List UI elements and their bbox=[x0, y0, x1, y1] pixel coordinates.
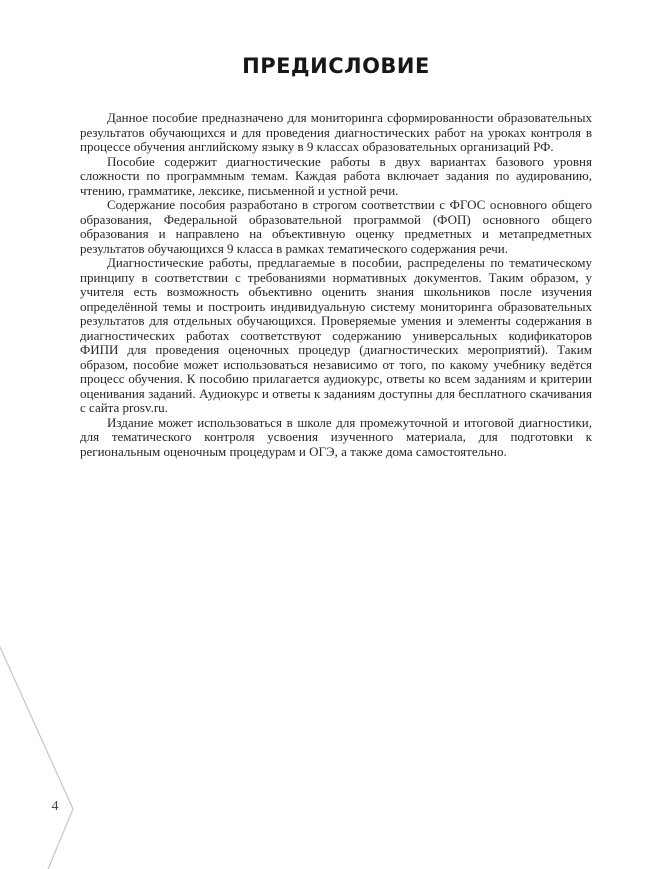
page-title: ПРЕДИСЛОВИЕ bbox=[242, 54, 430, 78]
paragraph: Издание может использоваться в школе для промежуточной и итоговой диагностики, для тематического контроля усвоения изученного материала, для подготовки к региональным оценочным процедурам и ОГЭ, а также дома самостоятельно. bbox=[80, 414, 592, 459]
zigzag-line bbox=[0, 636, 73, 869]
paragraph: Содержание пособия разработано в строгом соответствии с ФГОС основного общего образования, Федеральной образовательной программой (ФОП) основного общего образования и направлено на объективную оценку предметных и метапредметных результатов обучающихся 9 класса в рамках тематического содержания речи. bbox=[80, 197, 592, 256]
paragraph: Данное пособие предназначено для мониторинга сформированности образовательных результатов обучающихся и для проведения диагностических работ на уроках контроля в процессе обучения английскому языку в 9 классах образовательных организаций РФ. bbox=[80, 110, 592, 154]
preface-body bbox=[80, 111, 592, 459]
paragraph: Диагностические работы, предлагаемые в пособии, распределены по тематическому принципу в соответствии с требованиями нормативных документов. Таким образом, у учителя есть возможность объективно оценить знания школьников после изучения определённой темы и построить индивидуальную систему мониторинга образовательных результатов для отдельных обучающихся. Проверяемые умения и элементы содержания в диагностических работах соответствуют содержанию универсальных кодификаторов ФИПИ для проведения оценочных процедур (диагностических мероприятий). Таким образом, пособие может использоваться независимо от того, по какому учебнику ведётся процесс обучения. К пособию прилагается аудиокурс, ответы ко всем заданиям и критерии оценивания заданий. Аудиокурс и ответы к заданиям доступны для бесплатного скачивания с сайта prosv.ru. bbox=[80, 255, 592, 415]
paragraph: Пособие содержит диагностические работы в двух вариантах базового уровня сложности по программным темам. Каждая работа включает задания по аудированию, чтению, грамматике, лексике, письменной и устной речи. bbox=[80, 153, 592, 198]
page-number: 4 bbox=[51, 799, 59, 814]
